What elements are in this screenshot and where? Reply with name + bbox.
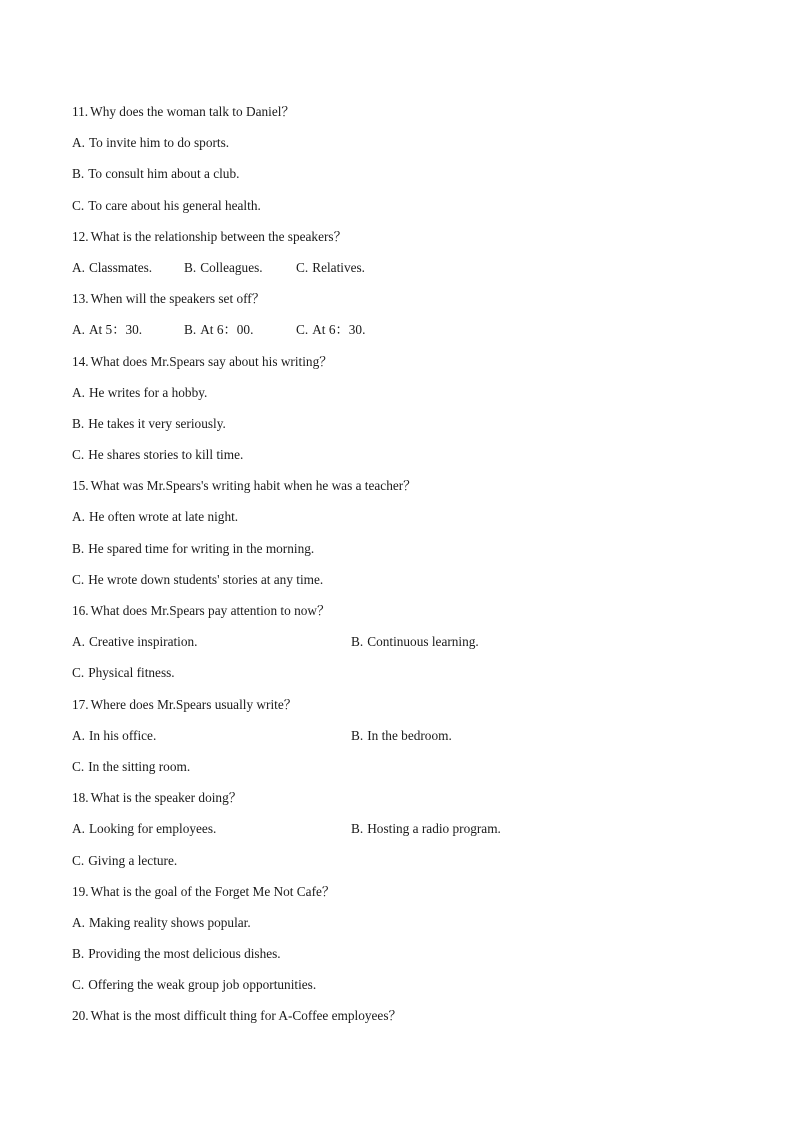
question-11 — [72, 102, 732, 133]
option-16-c: C. Physical fitness. — [72, 665, 175, 681]
question-17 — [72, 695, 732, 726]
option-15-c: C. He wrote down students' stories at any time. — [72, 571, 324, 587]
question-text: What does Mr.Spears say about his writing？ — [90, 353, 333, 369]
option-12-b: B. Colleagues. — [184, 259, 263, 275]
question-text: What is the goal of the Forget Me Not Cafe？ — [90, 883, 336, 899]
option-15-a: A. He often wrote at late night. — [72, 509, 239, 525]
question-12 — [72, 227, 732, 258]
option-11-c: C. To care about his general health. — [72, 197, 261, 213]
question-20 — [72, 1006, 732, 1037]
options-13 — [72, 320, 732, 351]
question-text: What is the relationship between the speakers？ — [90, 228, 347, 244]
option-11-a: A. To invite him to do sports. — [72, 135, 230, 151]
question-number: 17. — [72, 696, 89, 712]
option-16-a: A. Creative inspiration. — [72, 634, 198, 650]
option-16-b: B. Continuous learning. — [351, 634, 479, 650]
option-14-b: B. He takes it very seriously. — [72, 415, 226, 431]
option-17-b: B. In the bedroom. — [351, 727, 452, 743]
question-text: Why does the woman talk to Daniel？ — [90, 104, 295, 119]
question-16 — [72, 601, 732, 632]
question-text: What is the most difficult thing for A-Coffee employees？ — [90, 1008, 402, 1024]
option-12-c: C. Relatives. — [296, 259, 366, 275]
question-number: 15. — [72, 478, 89, 494]
option-15-b: B. He spared time for writing in the morning. — [72, 540, 315, 556]
option-14-a: A. He writes for a hobby. — [72, 384, 208, 400]
question-14 — [72, 352, 732, 383]
question-number: 11. — [72, 104, 89, 119]
option-19-c: C. Offering the weak group job opportunities. — [72, 977, 317, 993]
option-14-c: C. He shares stories to kill time. — [72, 447, 244, 463]
question-text: Where does Mr.Spears usually write？ — [90, 696, 298, 712]
question-number: 13. — [72, 291, 89, 307]
option-18-c: C. Giving a lecture. — [72, 852, 178, 868]
question-text: What does Mr.Spears pay attention to now？ — [90, 603, 331, 618]
option-13-b: B. At 6：00. — [184, 322, 254, 338]
question-list — [72, 102, 732, 1038]
option-17-a: A. In his office. — [72, 727, 157, 743]
question-text: When will the speakers set off？ — [90, 291, 266, 307]
question-number: 12. — [72, 228, 89, 244]
option-11-b: B. To consult him about a club. — [72, 166, 240, 182]
options-12 — [72, 258, 732, 289]
question-15 — [72, 476, 732, 507]
option-12-a: A. Classmates. — [72, 259, 153, 275]
question-19 — [72, 882, 732, 913]
option-18-b: B. Hosting a radio program. — [351, 821, 501, 837]
question-number: 14. — [72, 353, 89, 369]
option-19-b: B. Providing the most delicious dishes. — [72, 946, 281, 962]
options-17-ab — [72, 726, 732, 757]
question-number: 20. — [72, 1008, 89, 1024]
question-18 — [72, 788, 732, 819]
question-number: 16. — [72, 603, 89, 618]
question-number: 18. — [72, 790, 89, 806]
option-13-a: A. At 5：30. — [72, 322, 143, 338]
options-16-ab — [72, 632, 732, 663]
option-18-a: A. Looking for employees. — [72, 821, 217, 837]
options-18-ab — [72, 819, 732, 850]
question-number: 19. — [72, 883, 89, 899]
question-13 — [72, 289, 732, 320]
question-text: What is the speaker doing？ — [90, 790, 243, 806]
option-17-c: C. In the sitting room. — [72, 758, 191, 774]
question-text: What was Mr.Spears's writing habit when he was a teacher？ — [90, 478, 417, 494]
option-13-c: C. At 6：30. — [296, 322, 366, 338]
option-19-a: A. Making reality shows popular. — [72, 914, 251, 930]
